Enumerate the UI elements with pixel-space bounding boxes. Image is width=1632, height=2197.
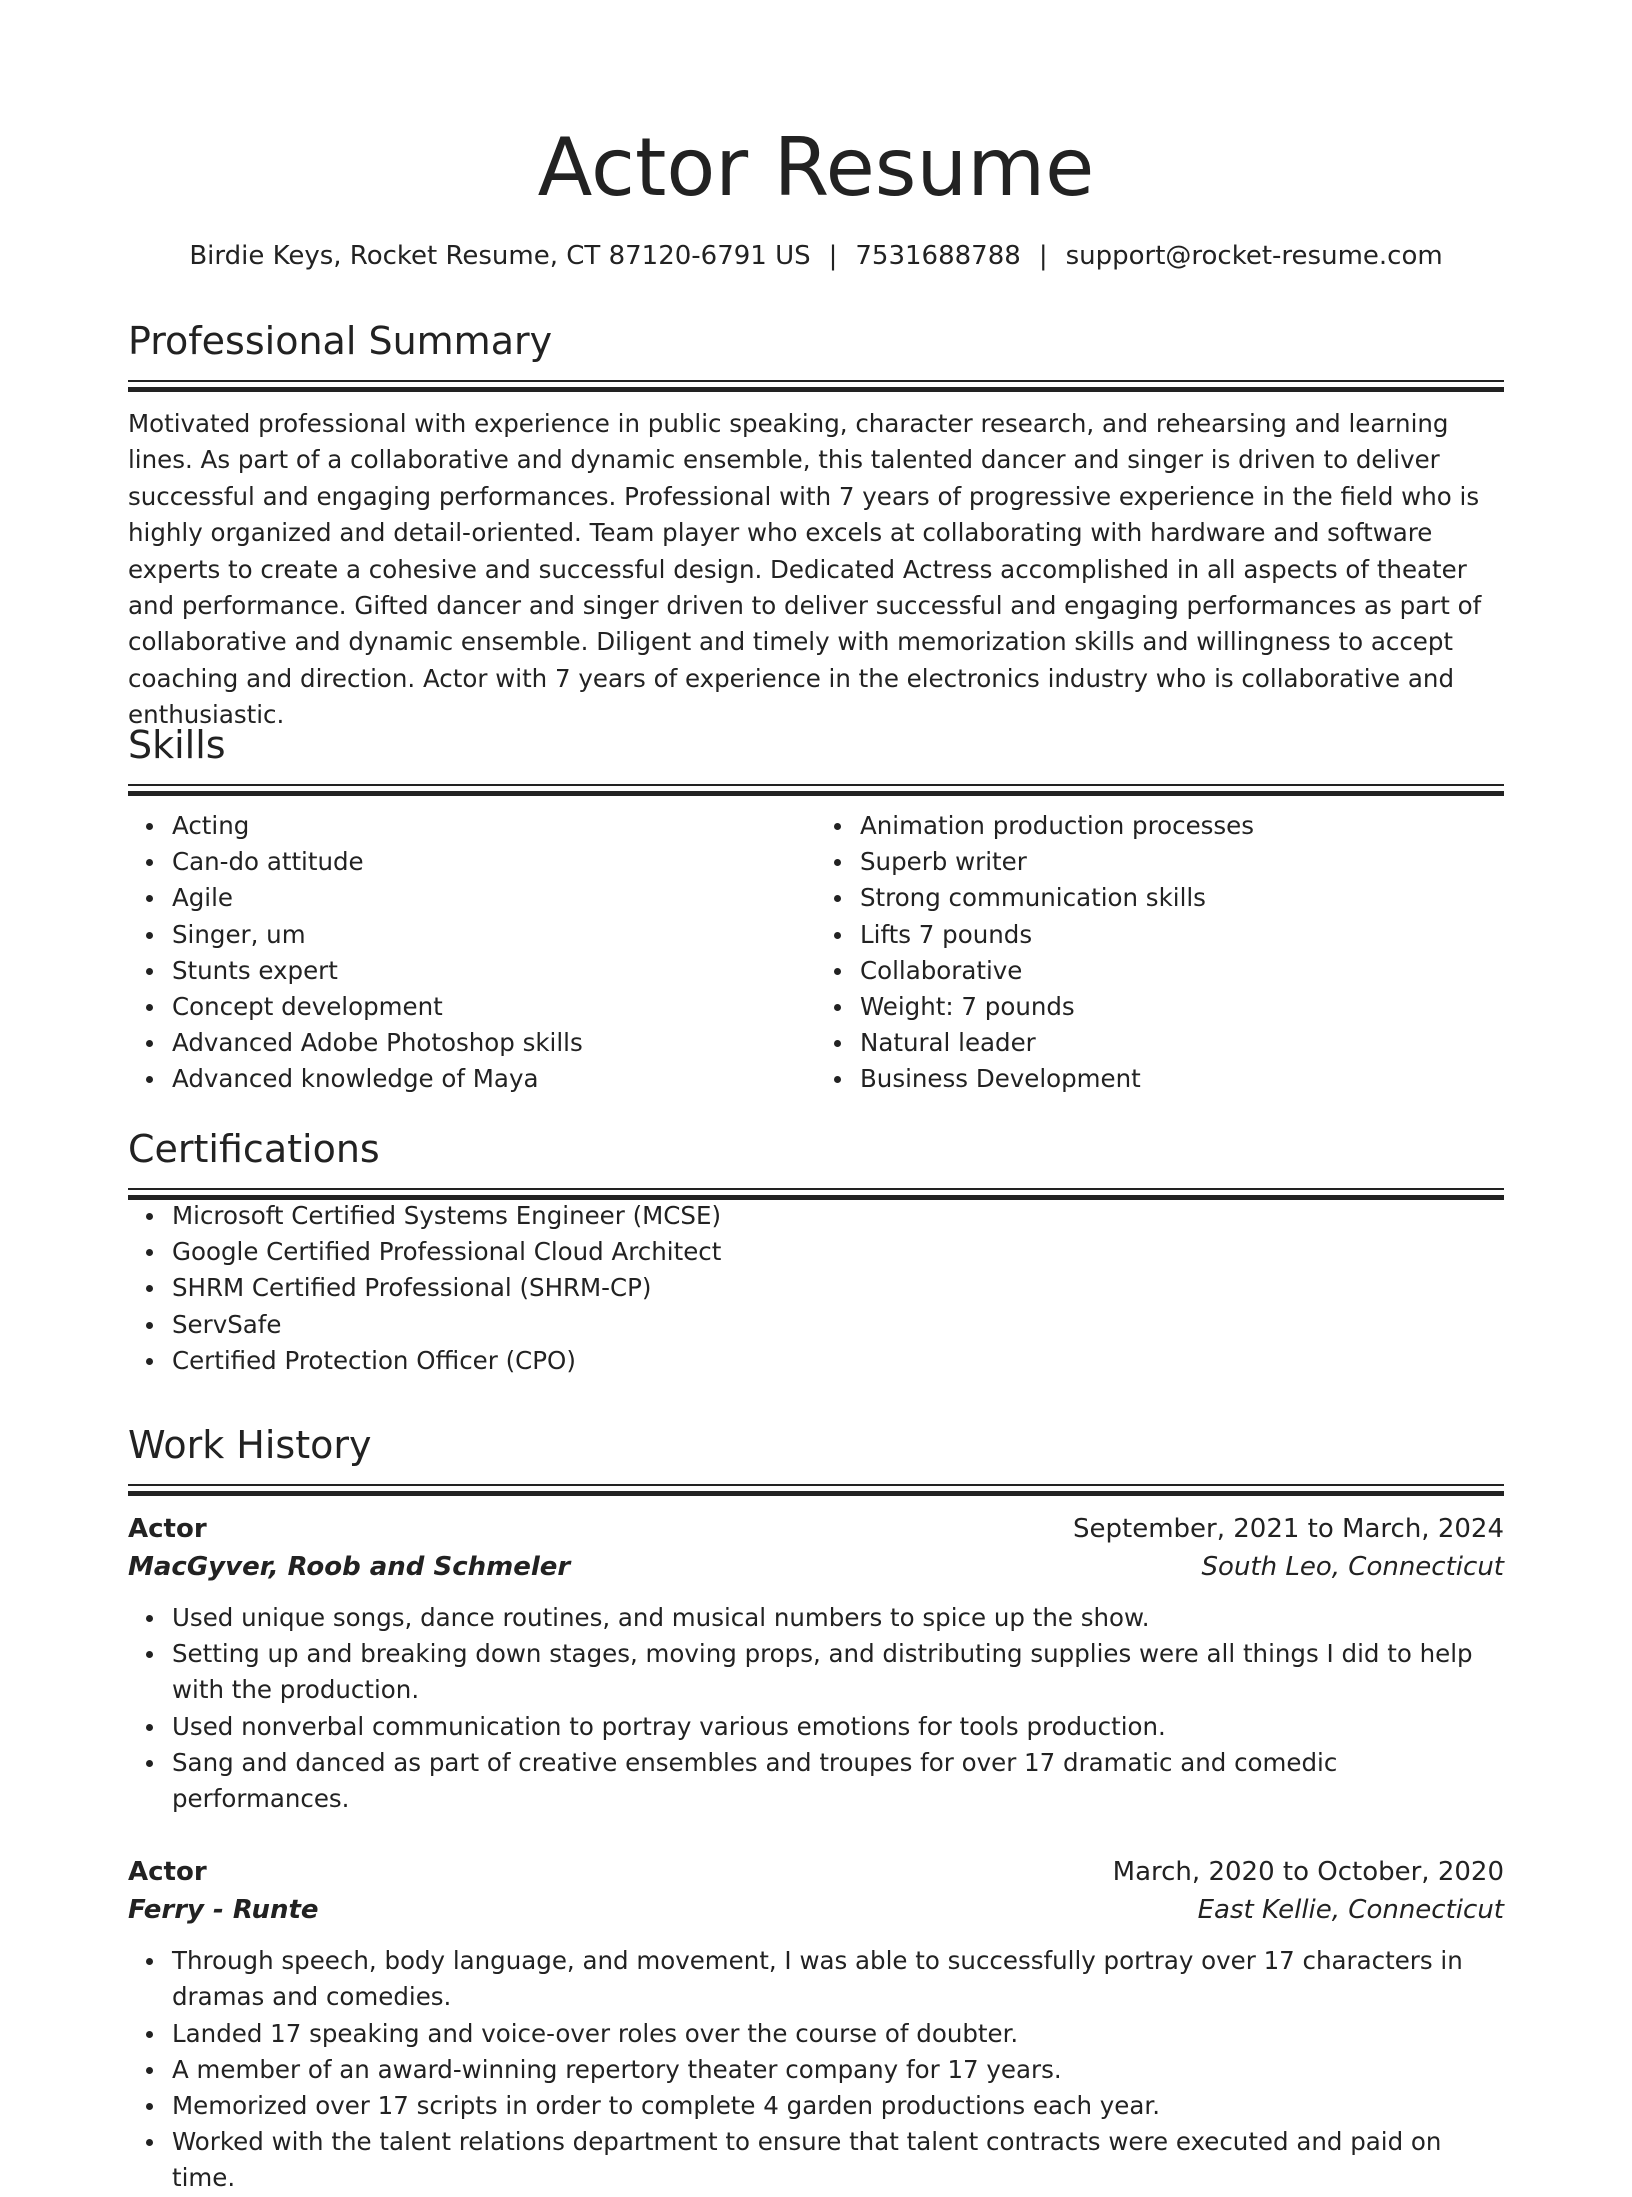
summary-heading: Professional Summary (128, 319, 553, 363)
skill-item: Natural leader (860, 1025, 1504, 1061)
job-bullet: Used unique songs, dance routines, and musical numbers to spice up the show. (172, 1600, 1504, 1636)
job-bullet: Setting up and breaking down stages, moving props, and distributing supplies were all things I did to help with the production. (172, 1636, 1504, 1708)
skill-item: Singer, um (172, 917, 816, 953)
skills-list-right (816, 808, 1504, 1098)
skill-item: Acting (172, 808, 816, 844)
job-bullet: Landed 17 speaking and voice-over roles over the course of doubter. (172, 2016, 1504, 2052)
job-company: Ferry - Runte (128, 1895, 319, 1926)
certifications-list (128, 1198, 1504, 1379)
contact-email: support@rocket-resume.com (1065, 241, 1443, 271)
job-title: Actor (128, 1857, 207, 1888)
contact-phone: 7531688788 (855, 241, 1021, 271)
skill-item: Advanced knowledge of Maya (172, 1061, 816, 1097)
section-divider (128, 380, 1504, 390)
skills-columns (128, 808, 1504, 1098)
job-bullet: Memorized over 17 scripts in order to complete 4 garden productions each year. (172, 2088, 1504, 2124)
skills-section (128, 720, 1504, 1098)
skill-item: Animation production processes (860, 808, 1504, 844)
job-bullet: Used nonverbal communication to portray various emotions for tools production. (172, 1709, 1504, 1745)
job-bullets (128, 1943, 1504, 2196)
skill-item: Advanced Adobe Photoshop skills (172, 1025, 816, 1061)
job-title: Actor (128, 1514, 207, 1544)
job-dates: March, 2020 to October, 2020 (1112, 1857, 1504, 1888)
skill-item: Business Development (860, 1061, 1504, 1097)
section-divider (128, 784, 1504, 794)
summary-text: Motivated professional with experience in public speaking, character research, and rehearsing and learning lines. As part of a collaborative and dynamic ensemble, this talented dancer and singer is driven to deliver successful and engaging performances. Professional with 7 years of progressive experience in the field who is highly organized and detail-oriented. Team player who excels at collaborating with hardware and software experts to create a cohesive and successful design. Dedicated Actress accomplished in all aspects of theater and performance. Gifted dancer and singer driven to deliver successful and engaging performances as part of collaborative and dynamic ensemble. Diligent and timely with memorization skills and willingness to accept coaching and direction. Actor with 7 years of experience in the electronics industry who is collaborative and enthusiastic. (128, 409, 1482, 730)
job-dates: September, 2021 to March, 2024 (1073, 1514, 1504, 1544)
certifications-section (128, 1124, 1504, 1379)
contact-separator: | (1038, 241, 1048, 271)
job-bullet: Sang and danced as part of creative ensembles and troupes for over 17 dramatic and comedic performances. (172, 1745, 1504, 1817)
page-title: Actor Resume (537, 121, 1095, 214)
work-history-section (128, 1420, 1504, 2197)
job-location: East Kellie, Connecticut (1197, 1895, 1504, 1926)
skill-item: Collaborative (860, 953, 1504, 989)
certification-item: Certified Protection Officer (CPO) (172, 1343, 1504, 1379)
job-entry (128, 1510, 1504, 1817)
job-bullet: Worked with the talent relations department to ensure that talent contracts were executed and paid on time. (172, 2124, 1504, 2196)
work-history-heading: Work History (128, 1423, 372, 1467)
certification-item: Google Certified Professional Cloud Architect (172, 1234, 1504, 1270)
skills-list-left (128, 808, 816, 1098)
section-divider (128, 1188, 1504, 1198)
skill-item: Can-do attitude (172, 844, 816, 880)
job-entry (128, 1853, 1504, 2196)
skill-item: Concept development (172, 989, 816, 1025)
certification-item: ServSafe (172, 1307, 1504, 1343)
certification-item: SHRM Certified Professional (SHRM-CP) (172, 1270, 1504, 1306)
contact-address: Birdie Keys, Rocket Resume, CT 87120-6791 US (189, 241, 811, 271)
job-bullet: A member of an award-winning repertory theater company for 17 years. (172, 2052, 1504, 2088)
skill-item: Agile (172, 880, 816, 916)
job-location: South Leo, Connecticut (1201, 1552, 1504, 1582)
job-bullet: Through speech, body language, and movement, I was able to successfully portray over 17 characters in dramas and comedies. (172, 1943, 1504, 2015)
job-company: MacGyver, Roob and Schmeler (128, 1552, 571, 1582)
summary-section (128, 316, 1504, 734)
certification-item: Microsoft Certified Systems Engineer (MCSE) (172, 1198, 1504, 1234)
skill-item: Weight: 7 pounds (860, 989, 1504, 1025)
skills-heading: Skills (128, 723, 226, 767)
skill-item: Superb writer (860, 844, 1504, 880)
certifications-heading: Certifications (128, 1127, 380, 1171)
skill-item: Lifts 7 pounds (860, 917, 1504, 953)
job-bullets (128, 1600, 1504, 1817)
skill-item: Stunts expert (172, 953, 816, 989)
section-divider (128, 1484, 1504, 1494)
contact-line (0, 238, 1632, 274)
skill-item: Strong communication skills (860, 880, 1504, 916)
contact-separator: | (828, 241, 838, 271)
